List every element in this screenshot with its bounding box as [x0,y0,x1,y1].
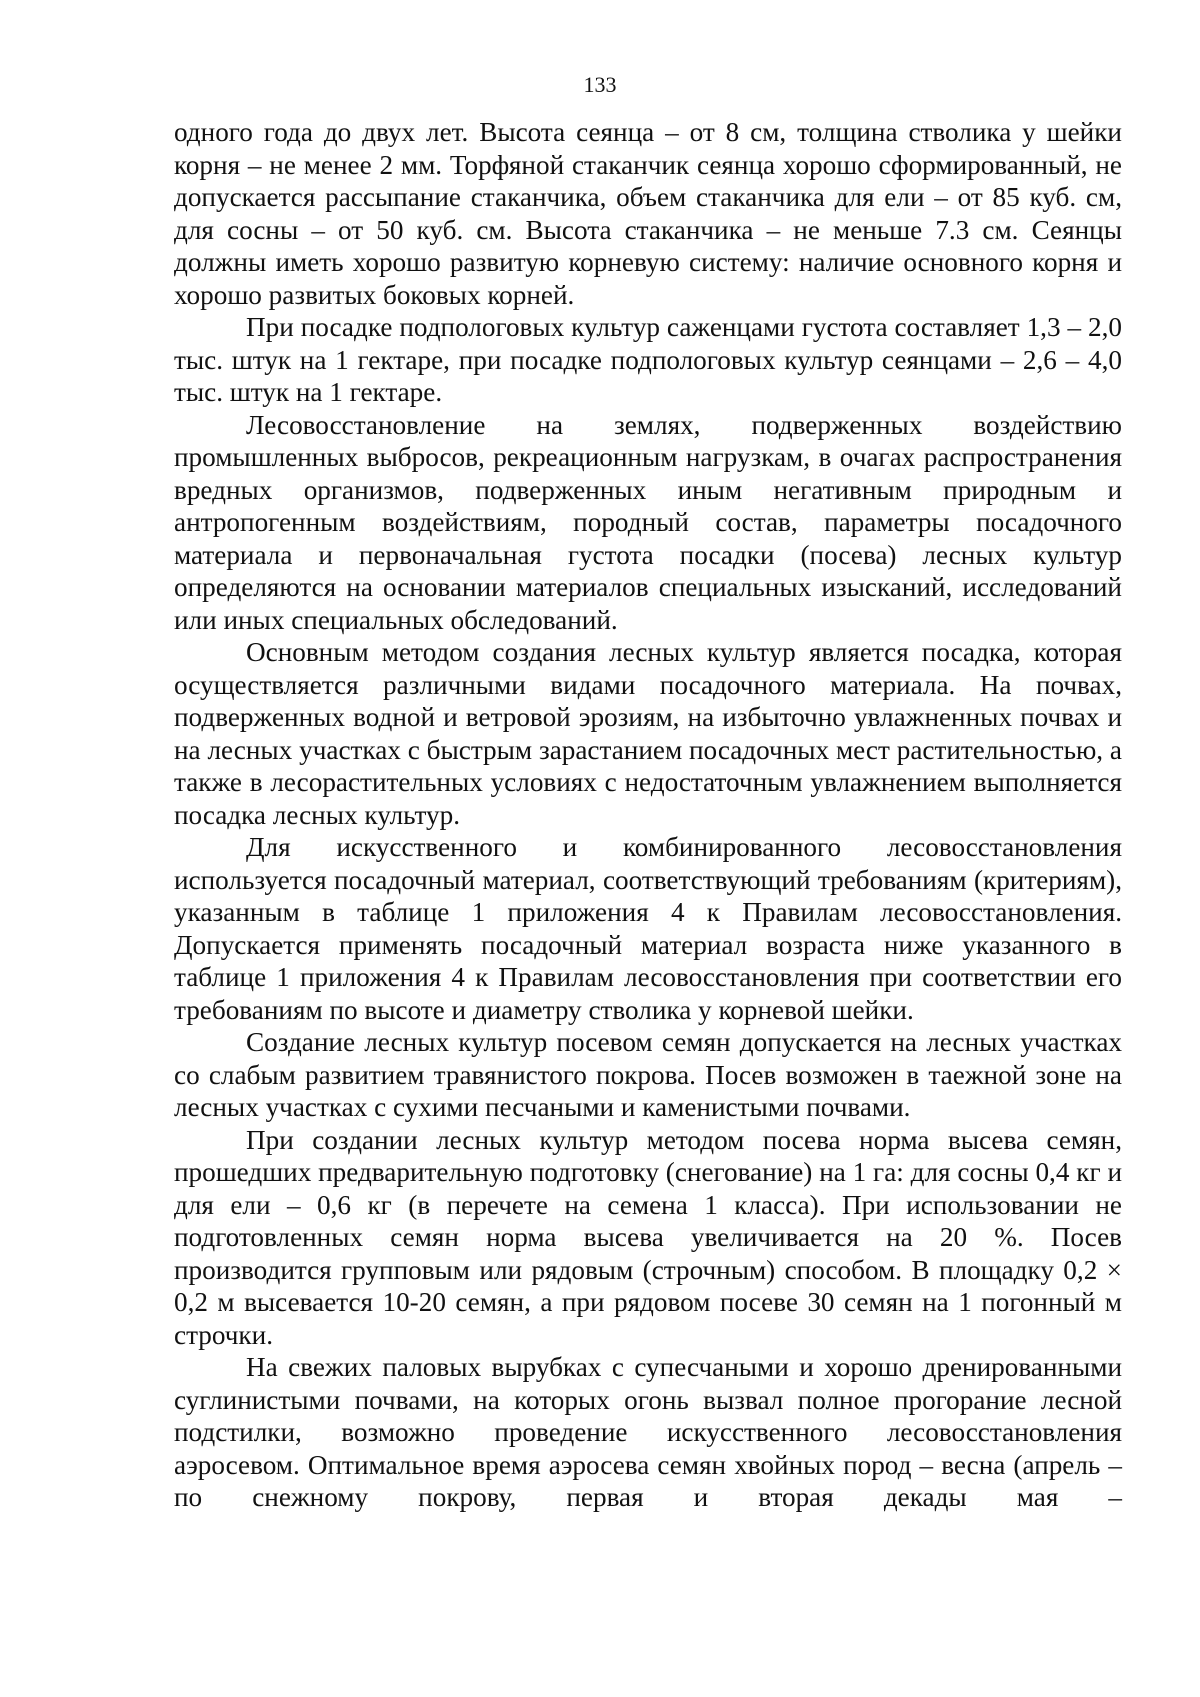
paragraph-sowing-rate: При создании лесных культур методом посева норма высева семян, прошедших предварительную подготовку (снегование) на 1 га: для сосны 0,4 кг и для ели – 0,6 кг (в перечете на семена 1 класса). При использовании не подготовленных семян норма высева увеличивается на 20 %. Посев производится групповым или рядовым (строчным) способом. В площадку 0,2 × 0,2 м высевается 10-20 семян, а при рядовом посеве 30 семян на 1 погонный м строчки. [174,1124,1122,1350]
paragraph-underplanting-density: При посадке подпологовых культур саженцами густота составляет 1,3 – 2,0 тыс. штук на 1 гектаре, при посадке подпологовых культур сеянцами – 2,6 – 4,0 тыс. штук на 1 гектаре. [174,312,1122,407]
page-number: 133 [583,72,617,97]
paragraph-seed-sowing: Создание лесных культур посевом семян допускается на лесных участках со слабым развитием травянистого покрова. Посев возможен в таежной зоне на лесных участках с сухими песчаными и каменистыми почвами. [174,1027,1122,1122]
paragraph-seedling-requirements: одного года до двух лет. Высота сеянца – от 8 см, толщина стволика у шейки корня – не менее 2 мм. Торфяной стаканчик сеянца хорошо сформированный, не допускается рассыпание стаканчика, объем стаканчика для ели – от 85 куб. см, для сосны – от 50 куб. см. Высота стаканчика – не меньше 7.3 см. Сеянцы должны иметь хорошо развитую корневую систему: наличие основного корня и хорошо развитых боковых корней. [174,117,1122,310]
paragraph-reforestation-negative-impact: Лесовосстановление на землях, подверженных воздействию промышленных выбросов, рекреационным нагрузкам, в очагах распространения вредных организмов, подверженных иным негативным природным и антропогенным воздействиям, породный состав, параметры посадочного материала и первоначальная густота посадки (посева) лесных культур определяются на основании материалов специальных изысканий, исследований или иных специальных обследований. [174,409,1122,635]
paragraph-planting-material: Для искусственного и комбинированного лесовосстановления используется посадочный материал, соответствующий требованиям (критериям), указанным в таблице 1 приложения 4 к Правилам лесовосстановления. Допускается применять посадочный материал возраста ниже указанного в таблице 1 приложения 4 к Правилам лесовосстановления при соответствии его требованиям по высоте и диаметру стволика у корневой шейки. [174,832,1122,1025]
paragraph-aerial-seeding: На свежих паловых вырубках с супесчаными и хорошо дренированными суглинистыми почвами, на которых огонь вызвал полное прогорание лесной подстилки, возможно проведение искусственного лесовосстановления аэросевом. Оптимальное время аэросева семян хвойных пород – весна (апрель – по снежному покрову, первая и вторая декады мая – [174,1352,1122,1512]
page-body [174,116,1122,1514]
paragraph-planting-method: Основным методом создания лесных культур является посадка, которая осуществляется различными видами посадочного материала. На почвах, подверженных водной и ветровой эрозиям, на избыточно увлажненных почвах и на лесных участках с быстрым зарастанием посадочных мест растительностью, а также в лесорастительных условиях с недостаточным увлажнением выполняется посадка лесных культур. [174,637,1122,830]
